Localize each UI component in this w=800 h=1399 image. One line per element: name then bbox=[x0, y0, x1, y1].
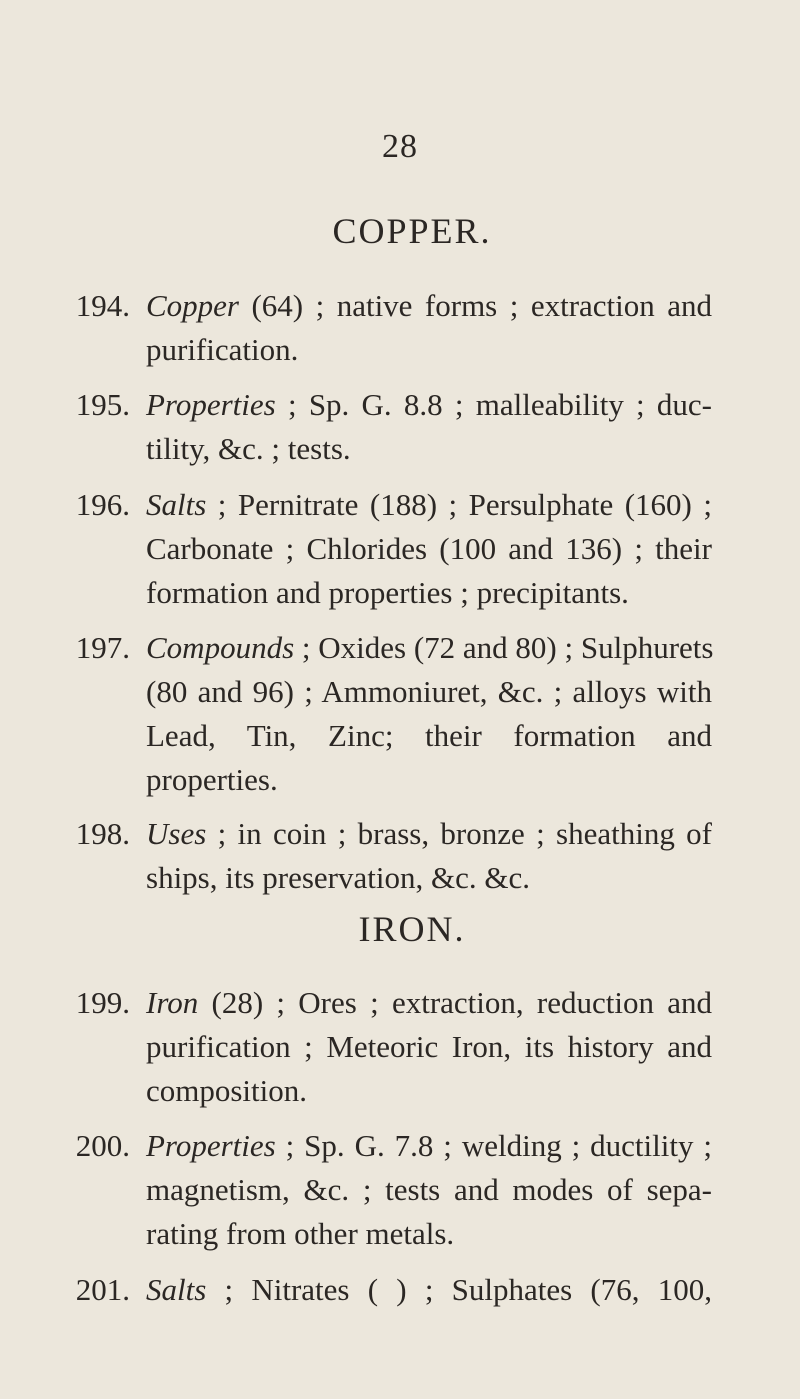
entry-line: properties. bbox=[146, 762, 278, 797]
entry-keyword: Uses bbox=[146, 816, 207, 851]
entry-line: formation and properties ; precipitants. bbox=[146, 575, 629, 610]
page-number: 28 bbox=[382, 128, 418, 165]
entry-keyword: Compounds bbox=[146, 630, 295, 665]
entry-line bbox=[146, 630, 712, 666]
entry-line: magnetism, &c. ; tests and modes of sepa- bbox=[146, 1172, 712, 1207]
entry-text: ; Sp. G. 8.8 ; malleability ; duc- bbox=[275, 387, 712, 422]
entry-line bbox=[146, 1128, 712, 1164]
entry-text: (28) ; Ores ; extraction, reduction and bbox=[198, 985, 712, 1020]
entry-text: (64) ; native forms ; extraction and bbox=[239, 288, 712, 323]
entry-keyword: Salts bbox=[146, 487, 207, 522]
entry-line: Carbonate ; Chlorides (100 and 136) ; their bbox=[146, 531, 712, 566]
entry-keyword: Copper bbox=[146, 288, 239, 323]
entry-keyword: Properties bbox=[146, 387, 276, 422]
entry-line bbox=[146, 1272, 712, 1308]
entry-line bbox=[146, 387, 712, 423]
section-heading-copper: COPPER. bbox=[332, 211, 492, 251]
entry-text: ; Oxides (72 and 80) ; Sulphurets bbox=[294, 630, 714, 665]
entry-line: ships, its preservation, &c. &c. bbox=[146, 860, 530, 895]
entry-line bbox=[146, 985, 712, 1021]
entry-line: purification ; Meteoric Iron, its history and bbox=[146, 1029, 712, 1064]
entry-keyword: Properties bbox=[146, 1128, 276, 1163]
entry-line: rating from other metals. bbox=[146, 1216, 455, 1251]
entry-line: purification. bbox=[146, 332, 299, 367]
entry-keyword: Salts bbox=[146, 1272, 207, 1307]
entry-line bbox=[146, 816, 712, 852]
entry-text: ; Sp. G. 7.8 ; welding ; ductility ; bbox=[275, 1128, 712, 1163]
entry-line: (80 and 96) ; Ammoniuret, &c. ; alloys with bbox=[146, 674, 712, 709]
entry-line: Lead, Tin, Zinc; their formation and bbox=[146, 718, 712, 753]
entry-line: tility, &c. ; tests. bbox=[146, 431, 351, 466]
section-heading-iron: IRON. bbox=[358, 909, 466, 949]
entry-line bbox=[146, 487, 712, 523]
entry-line bbox=[146, 288, 712, 324]
entry-text: ; Pernitrate (188) ; Persulphate (160) ; bbox=[206, 487, 712, 522]
book-page: 28 COPPER. 194. Copper (64) ; native forms ; extraction and purification. 195. Properties ; Sp. G. 8.8 ; malleability ; duc- tility, &c. ; tests. 196. Salts ; Pernitrate (188) ; Persulphate (160) ; Carbonate ; Chlorides (100 and 136) ; their formation and properties ; precipitants. 197. Compounds ; Oxides (72 and 80) ; Sulphurets (80 and 96) ; Ammoniuret, &c. ; alloys with Lead, Tin, Zinc; their formation and properties. 198. Uses ; in coin ; brass, bronze ; sheathing of ships, its preservation, &c. &c. IRON. 199. Iron (28) ; Ores ; extraction, reduction and purification ; Meteoric Iron, its history and composition. 200. Properties ; Sp. G. 7.8 ; welding ; ductility ; magnetism, &c. ; tests and modes of sepa- rating from other metals. 201. Salts ; Nitrates ( ) ; Sulphates (76, 100, bbox=[0, 0, 800, 1399]
entry-line: composition. bbox=[146, 1073, 308, 1108]
entry-keyword: Iron bbox=[146, 985, 199, 1020]
entry-text: ; Nitrates ( ) ; Sulphates (76, 100, bbox=[206, 1272, 712, 1307]
entry-text: ; in coin ; brass, bronze ; sheathing of bbox=[206, 816, 712, 851]
